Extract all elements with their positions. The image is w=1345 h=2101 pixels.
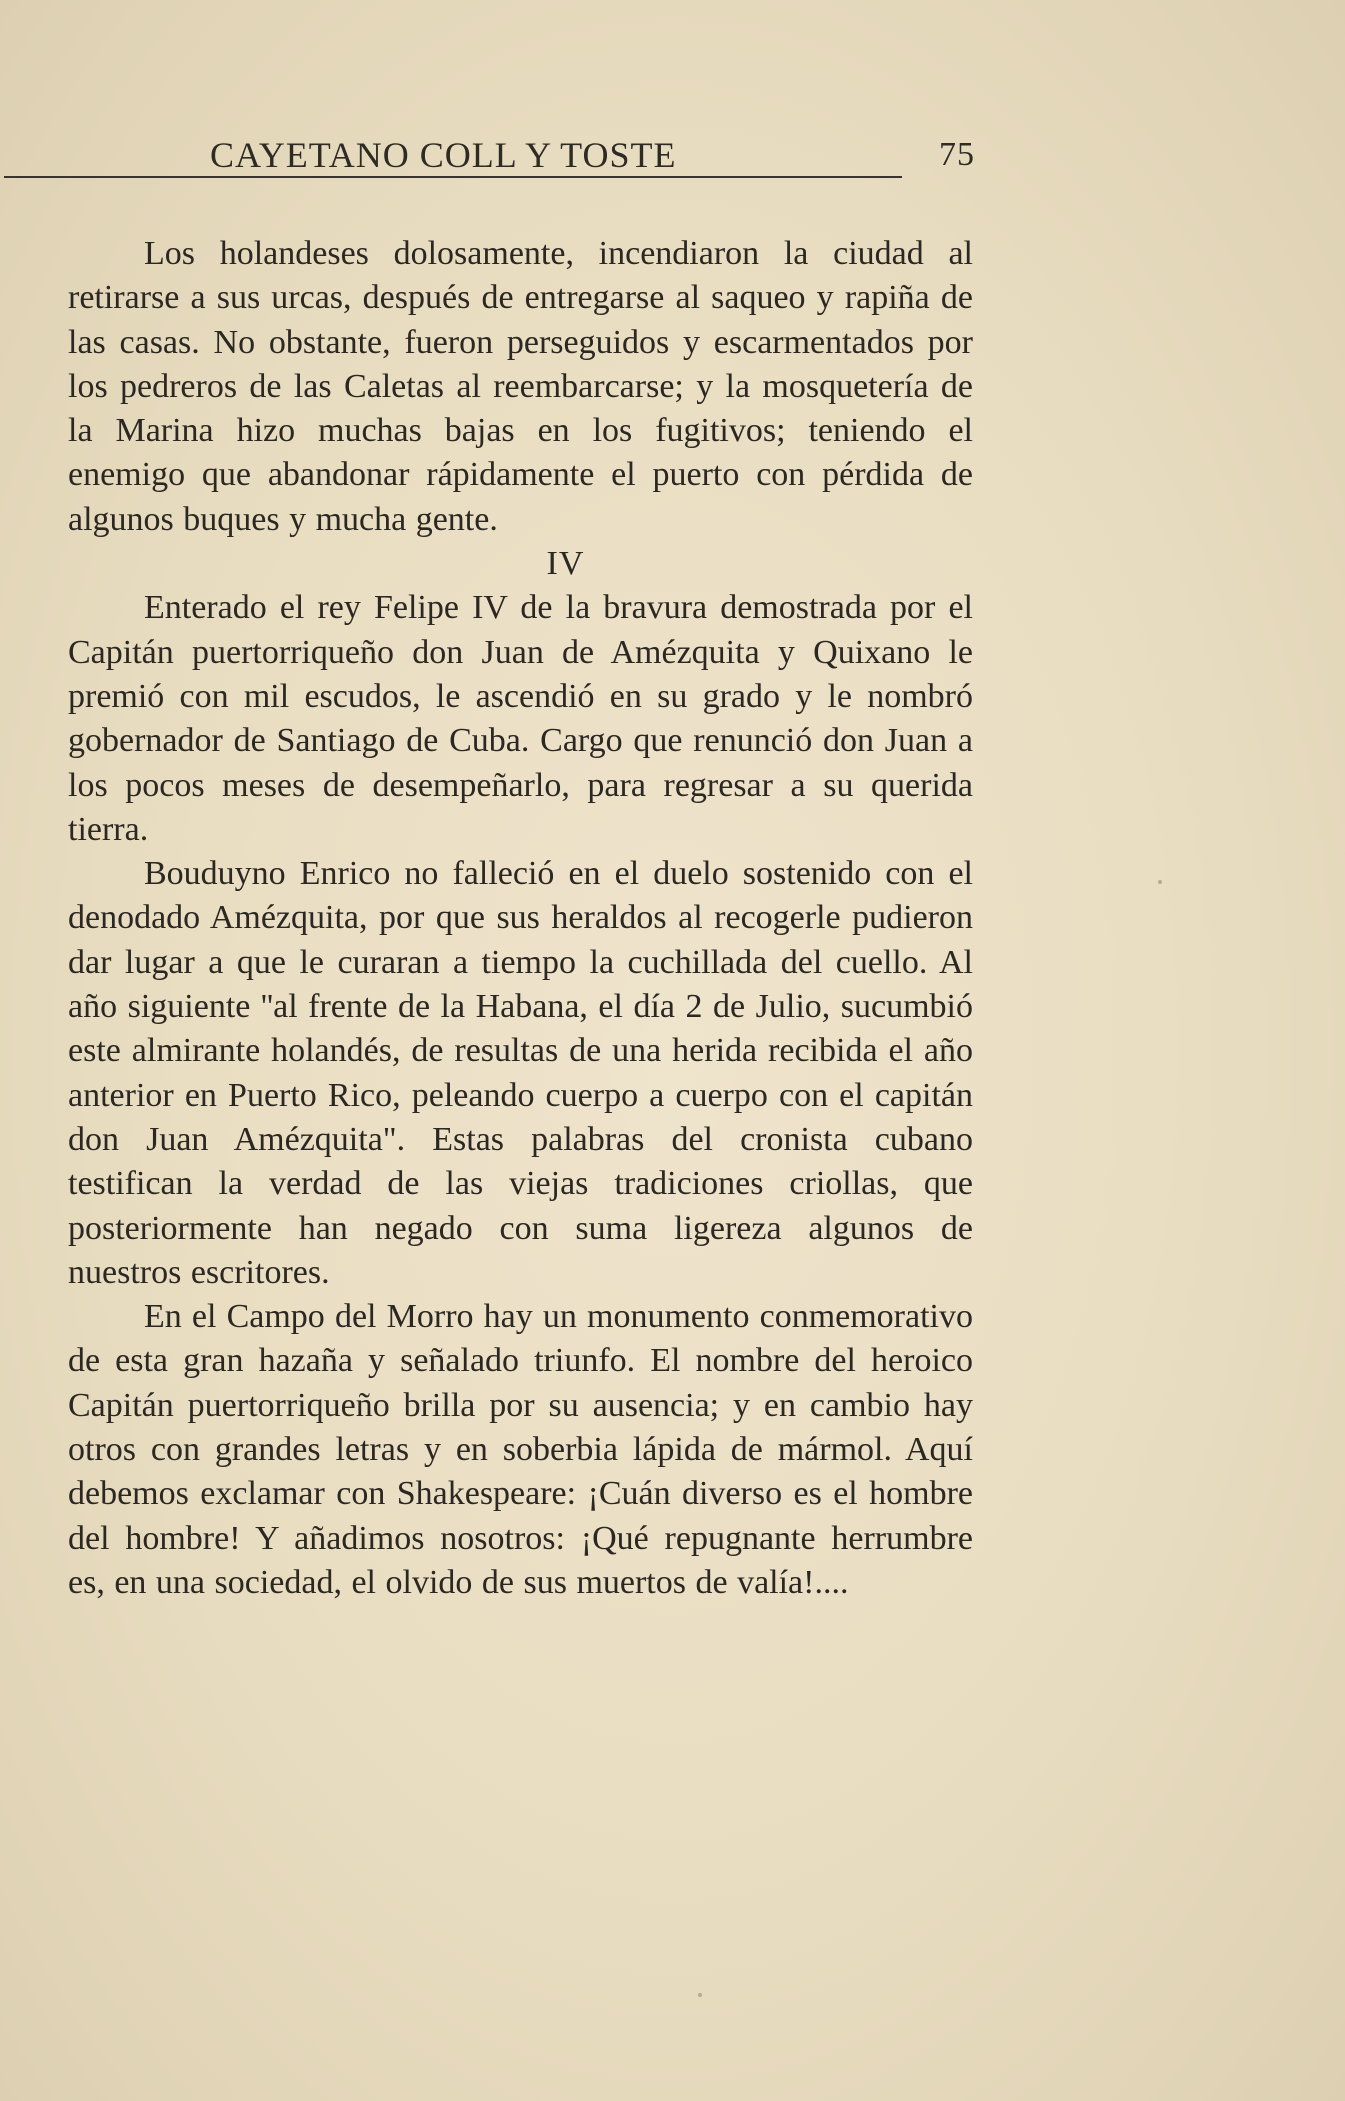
page-number: 75	[939, 136, 975, 173]
section-heading: IV	[546, 545, 585, 583]
body-text	[68, 232, 973, 1605]
paper-speck	[698, 1993, 702, 1997]
paragraph-4: En el Campo del Morro hay un monumento conmemorativo de esta gran hazaña y señalado triunfo. El nombre del heroico Capitán puertorriqueño brilla por su ausencia; y en cambio hay otros con grandes letras y en soberbia lápida de mármol. Aquí debemos exclamar con Shakespeare: ¡Cuán diverso es el hombre del hombre! Y añadimos nosotros: ¡Qué repugnante herrumbre es, en una sociedad, el olvido de sus muertos de valía!....	[68, 1298, 973, 1601]
header-rule	[4, 176, 902, 178]
running-head: CAYETANO COLL Y TOSTE	[210, 135, 677, 175]
paragraph-2: Enterado el rey Felipe IV de la bravura demostrada por el Capitán puertorriqueño don Juan de Amézquita y Quixano le premió con mil escudos, le ascendió en su grado y le nombró gobernador de Santiago de Cuba. Cargo que renunció don Juan a los pocos meses de desempeñarlo, para regresar a su querida tierra.	[68, 589, 973, 848]
paper-speck	[1158, 880, 1162, 884]
book-page	[68, 128, 973, 2028]
page-header	[68, 128, 973, 188]
paragraph-1: Los holandeses dolosamente, incendiaron la ciudad al retirarse a sus urcas, después de entregarse al saqueo y rapiña de las casas. No obstante, fueron perseguidos y escarmentados por los pedreros de las Caletas al reembarcarse; y la mosquetería de la Marina hizo muchas bajas en los fugitivos; teniendo el enemigo que abandonar rápidamente el puerto con pérdida de algunos buques y mucha gente.	[68, 235, 973, 538]
paragraph-3: Bouduyno Enrico no falleció en el duelo sostenido con el denodado Amézquita, por que sus heraldos al recogerle pudieron dar lugar a que le curaran a tiempo la cuchillada del cuello. Al año siguiente ''al frente de la Habana, el día 2 de Julio, sucumbió este almirante holandés, de resultas de una herida recibida el año anterior en Puerto Rico, peleando cuerpo a cuerpo con el capitán don Juan Amézquita". Estas palabras del cronista cubano testifican la verdad de las viejas tradiciones criollas, que posteriormente han negado con suma ligereza algunos de nuestros escritores.	[68, 855, 973, 1291]
